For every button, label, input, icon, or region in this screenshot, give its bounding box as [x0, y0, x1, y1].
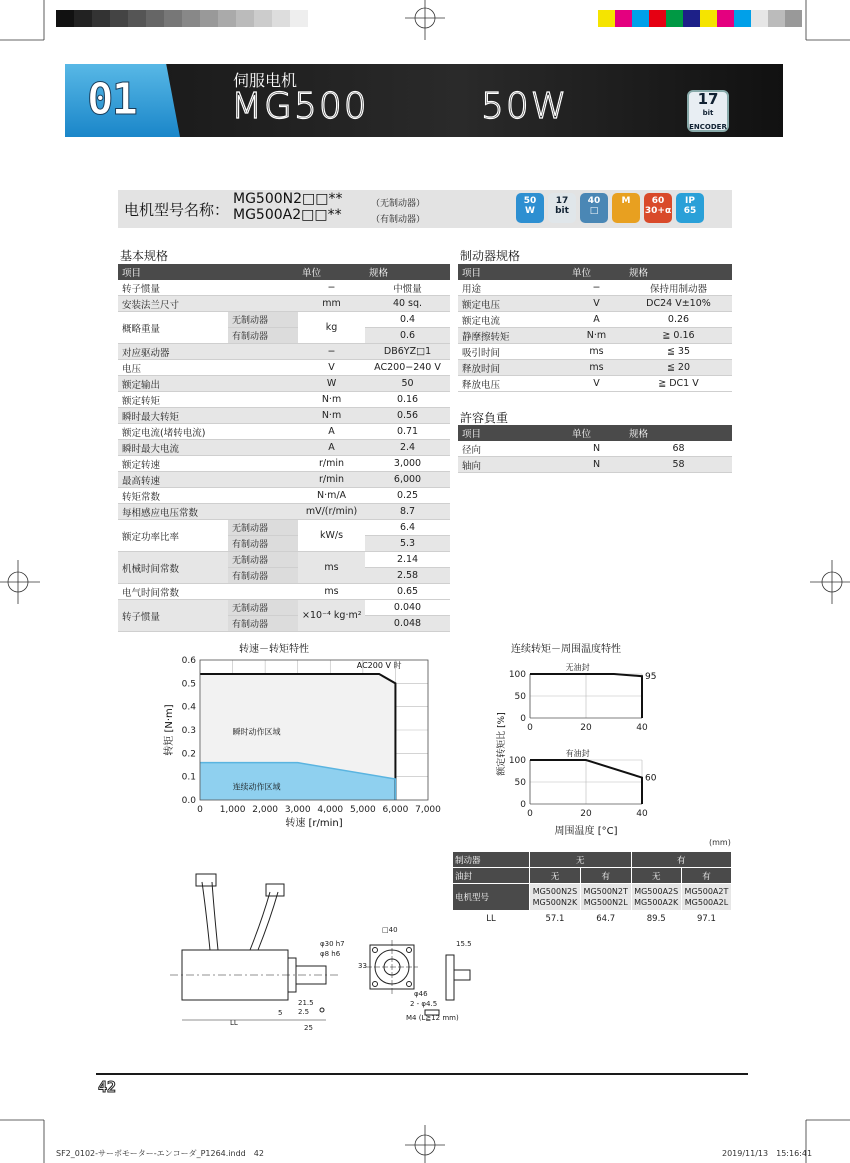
row-unit: N·m	[298, 408, 365, 424]
table-row	[118, 376, 450, 392]
annotation: 瞬时动作区域	[232, 727, 281, 737]
model-label: 电机型号	[453, 884, 530, 911]
panel-subtitle: 有油封	[565, 749, 590, 758]
page-number: 42	[98, 1078, 117, 1096]
table-row	[458, 296, 732, 312]
row-unit: N·m/A	[298, 488, 365, 504]
row-unit: mV/(r/min)	[298, 504, 365, 520]
row-unit: r/min	[298, 472, 365, 488]
x-tick-label: 4,000	[317, 805, 344, 815]
row-item: 释放电压	[458, 376, 568, 392]
row-unit: A	[298, 440, 365, 456]
table-row	[458, 344, 732, 360]
x-tick-label: 1,000	[219, 805, 246, 815]
table-row	[118, 472, 450, 488]
row-value: DB6YZ□1	[365, 344, 450, 360]
row-value: ≧ 0.16	[625, 328, 732, 344]
x-tick-label: 0	[527, 723, 533, 733]
badge-top: M	[621, 196, 631, 206]
row-item: 瞬时最大电流	[118, 440, 298, 456]
table-row	[118, 488, 450, 504]
badge-top: 50	[523, 196, 537, 206]
row-item: 转矩常数	[118, 488, 298, 504]
row-item: 转子惯量	[118, 600, 228, 632]
annotation: AC200 V 时	[356, 661, 402, 670]
row-value: 8.7	[365, 504, 450, 520]
col-unit: 单位	[568, 425, 625, 441]
annotation: 60	[645, 773, 657, 784]
row-item: 额定转矩	[118, 392, 298, 408]
y-tick-label: 100	[508, 670, 526, 680]
feature-badge-icon	[612, 193, 640, 223]
ll-cell: 57.1	[530, 911, 581, 927]
row-value: 2.58	[365, 568, 450, 584]
badge-top: 17	[555, 196, 569, 206]
model-name-label: 电机型号名称：	[124, 201, 230, 219]
row-item: 额定电压	[458, 296, 568, 312]
row-item: 额定电流(堵转电流)	[118, 424, 298, 440]
ll-cell: 97.1	[681, 911, 731, 927]
badge-top: IP	[685, 196, 695, 206]
row-unit: kW/s	[298, 520, 365, 552]
brake-with: 有	[631, 852, 731, 868]
y-tick-label: 0.0	[181, 796, 196, 806]
encoder-unit: bit	[702, 109, 714, 117]
chart-title: 转速－转矩特性	[239, 644, 309, 655]
x-tick-label: 40	[636, 723, 648, 733]
row-sub: 无制动器	[228, 600, 298, 616]
table-row	[118, 360, 450, 376]
table-row	[118, 344, 450, 360]
badge-top: 40	[587, 196, 601, 206]
table-row	[118, 600, 450, 616]
badge-top: 60	[651, 196, 665, 206]
model-variant-1: MG500N2□□**	[233, 191, 343, 207]
table-row	[118, 424, 450, 440]
table-row	[458, 441, 732, 457]
table-row	[118, 440, 450, 456]
feature-badge-icon	[644, 193, 672, 223]
row-unit: V	[568, 296, 625, 312]
row-unit: W	[298, 376, 365, 392]
feature-badge-icon	[516, 193, 544, 223]
row-unit: −	[568, 280, 625, 296]
y-tick-label: 100	[508, 756, 526, 766]
seal-cell: 有	[681, 868, 731, 884]
row-item: 概略重量	[118, 312, 228, 344]
table-row	[118, 552, 450, 568]
dim-21-5: 21.5	[298, 999, 314, 1007]
model-variant-2-note: （有制动器）	[371, 215, 426, 225]
product-category: 伺服电机	[233, 71, 298, 90]
row-sub: 有制动器	[228, 568, 298, 584]
unit-note: (mm)	[709, 838, 731, 847]
basic-specs-table	[118, 264, 450, 632]
row-sub: 有制动器	[228, 536, 298, 552]
x-tick-label: 20	[580, 723, 592, 733]
row-sub: 无制动器	[228, 312, 298, 328]
row-unit: ×10⁻⁴ kg·m²	[298, 600, 365, 632]
x-tick-label: 5,000	[349, 805, 376, 815]
y-tick-label: 50	[514, 778, 526, 788]
table-row	[458, 312, 732, 328]
row-unit: A	[298, 424, 365, 440]
dim-40-sq: □40	[382, 926, 398, 934]
encoder-badge-icon	[687, 90, 729, 132]
brake-label: 制动器	[453, 852, 530, 868]
footer-date: 2019/11/13 15:16:41	[722, 1149, 813, 1158]
dim-33: 33	[358, 962, 367, 970]
row-sub: 无制动器	[228, 520, 298, 536]
row-value: 0.26	[625, 312, 732, 328]
row-unit: V	[568, 376, 625, 392]
row-value: 0.16	[365, 392, 450, 408]
dim-ll: LL	[230, 1019, 238, 1027]
model-variant-1-note: （无制动器）	[371, 199, 426, 209]
badge-bottom: W	[525, 206, 535, 216]
x-tick-label: 20	[580, 809, 592, 819]
row-unit: mm	[298, 296, 365, 312]
dim-shaft-dia: φ8 h6	[320, 950, 341, 958]
row-item: 额定电流	[458, 312, 568, 328]
row-unit: kg	[298, 312, 365, 344]
row-value: 0.56	[365, 408, 450, 424]
table-row	[458, 360, 732, 376]
col-spec: 规格	[365, 264, 450, 280]
row-value: 0.048	[365, 616, 450, 632]
row-item: 瞬时最大转矩	[118, 408, 298, 424]
seal-cell: 有	[580, 868, 631, 884]
row-unit: N·m	[568, 328, 625, 344]
x-tick-label: 0	[527, 809, 533, 819]
y-tick-label: 0.1	[181, 772, 196, 783]
badge-bottom: 30+α	[644, 206, 672, 216]
annotation: 连续动作区域	[232, 782, 281, 792]
dim-5: 5	[278, 1009, 283, 1017]
y-tick-label: 0	[520, 714, 526, 724]
dim-25: 25	[304, 1024, 313, 1032]
seal-cell: 无	[530, 868, 581, 884]
row-sub: 有制动器	[228, 616, 298, 632]
col-spec: 规格	[625, 264, 732, 280]
row-item: 额定输出	[118, 376, 298, 392]
row-value: 6.4	[365, 520, 450, 536]
row-value: 6,000	[365, 472, 450, 488]
badge-bottom: □	[589, 206, 599, 216]
model-cell: MG500N2S MG500N2K	[530, 884, 581, 911]
feature-badge-icon	[580, 193, 608, 223]
row-value: 50	[365, 376, 450, 392]
dim-15-5: 15.5	[456, 940, 472, 948]
table-row	[118, 280, 450, 296]
temperature-torque-chart	[490, 640, 670, 840]
col-unit: 单位	[298, 264, 365, 280]
col-item: 项目	[458, 425, 568, 441]
row-value: 0.65	[365, 584, 450, 600]
table-row	[458, 328, 732, 344]
row-item: 额定功率比率	[118, 520, 228, 552]
ll-label: LL	[453, 911, 530, 927]
seal-label: 油封	[453, 868, 530, 884]
table-row	[458, 376, 732, 392]
row-item: 径向	[458, 441, 568, 457]
col-unit: 单位	[568, 264, 625, 280]
product-power: 50W	[481, 86, 569, 127]
row-value: ≦ 20	[625, 360, 732, 376]
y-tick-label: 0.3	[181, 726, 196, 736]
speed-torque-chart	[150, 640, 450, 840]
table-row	[118, 584, 450, 600]
table-row	[118, 392, 450, 408]
chart-title: 连续转矩－周围温度特性	[511, 644, 621, 655]
annotation: 95	[645, 672, 657, 683]
y-tick-label: 0.4	[181, 702, 196, 713]
table-row	[118, 520, 450, 536]
encoder-label: ENCODER	[689, 123, 727, 131]
model-variant-2: MG500A2□□**	[233, 207, 342, 223]
row-unit: ms	[568, 344, 625, 360]
row-item: 额定转速	[118, 456, 298, 472]
encoder-bits: 17	[697, 90, 719, 108]
row-value: DC24 V±10%	[625, 296, 732, 312]
model-name-bar	[118, 190, 732, 228]
model-cell: MG500A2S MG500A2K	[631, 884, 681, 911]
row-item: 静摩擦转矩	[458, 328, 568, 344]
x-tick-label: 6,000	[382, 805, 409, 815]
table-row	[118, 312, 450, 328]
panel-subtitle: 无油封	[565, 663, 590, 672]
row-value: 2.14	[365, 552, 450, 568]
row-unit: ms	[298, 552, 365, 584]
y-tick-label: 50	[514, 692, 526, 702]
brake-specs-table	[458, 264, 732, 392]
row-value: 5.3	[365, 536, 450, 552]
basic-specs-title: 基本规格	[120, 249, 169, 263]
badge-bottom: bit	[555, 206, 569, 216]
x-tick-label: 3,000	[284, 805, 311, 815]
row-value: 中惯量	[365, 280, 450, 296]
row-unit: ms	[568, 360, 625, 376]
row-value: 保持用制动器	[625, 280, 732, 296]
row-unit: ms	[298, 584, 365, 600]
row-item: 吸引时间	[458, 344, 568, 360]
dim-2-5: 2.5	[298, 1008, 310, 1016]
row-unit: r/min	[298, 456, 365, 472]
row-unit: −	[298, 280, 365, 296]
row-unit: N·m	[298, 392, 365, 408]
y-tick-label: 0	[520, 800, 526, 810]
row-unit: N	[568, 441, 625, 457]
x-tick-label: 40	[636, 809, 648, 819]
model-cell: MG500A2T MG500A2L	[681, 884, 731, 911]
row-value: 68	[625, 441, 732, 457]
table-row	[118, 504, 450, 520]
row-sub: 有制动器	[228, 328, 298, 344]
table-row	[118, 456, 450, 472]
row-unit: A	[568, 312, 625, 328]
x-tick-label: 7,000	[415, 805, 441, 815]
feature-badge-icon	[548, 193, 576, 223]
y-tick-label: 0.6	[181, 656, 196, 666]
feature-badges	[516, 193, 704, 223]
brake-specs-title: 制动器规格	[460, 249, 521, 263]
ll-cell: 64.7	[580, 911, 631, 927]
row-value: 0.6	[365, 328, 450, 344]
table-row	[458, 457, 732, 473]
dimension-drawing	[170, 860, 470, 1030]
row-unit: −	[298, 344, 365, 360]
product-model: MG500	[231, 86, 369, 127]
ll-cell: 89.5	[631, 911, 681, 927]
row-sub: 无制动器	[228, 552, 298, 568]
row-item: 对应驱动器	[118, 344, 298, 360]
model-cell: MG500N2T MG500N2L	[580, 884, 631, 911]
row-item: 电压	[118, 360, 298, 376]
row-value: 0.71	[365, 424, 450, 440]
col-spec: 规格	[625, 425, 732, 441]
row-value: 58	[625, 457, 732, 473]
row-item: 用途	[458, 280, 568, 296]
row-value: 0.25	[365, 488, 450, 504]
row-unit: V	[298, 360, 365, 376]
row-item: 轴向	[458, 457, 568, 473]
row-value: ≦ 35	[625, 344, 732, 360]
footer-file: SF2_0102-サーボモーター-エンコーダ_P1264.indd 42	[56, 1149, 264, 1158]
row-value: 40 sq.	[365, 296, 450, 312]
table-row	[458, 280, 732, 296]
dim-screw: M4 (L≧12 mm)	[406, 1014, 459, 1022]
y-axis-label: 转矩 [N·m]	[164, 704, 175, 756]
row-item: 每相感应电压常数	[118, 504, 298, 520]
row-item: 转子惯量	[118, 280, 298, 296]
row-value: 2.4	[365, 440, 450, 456]
x-axis-label: 周围温度 [°C]	[554, 826, 618, 837]
row-value: ≧ DC1 V	[625, 376, 732, 392]
row-value: AC200−240 V	[365, 360, 450, 376]
dimension-table	[452, 851, 732, 927]
header-banner	[65, 64, 783, 137]
brake-none: 无	[530, 852, 632, 868]
row-unit: N	[568, 457, 625, 473]
row-value: 3,000	[365, 456, 450, 472]
y-tick-label: 0.2	[181, 749, 196, 760]
row-value: 0.4	[365, 312, 450, 328]
row-item: 释放时间	[458, 360, 568, 376]
load-specs-table	[458, 425, 732, 473]
table-row	[118, 408, 450, 424]
badge-bottom: 65	[683, 206, 697, 216]
row-value: 0.040	[365, 600, 450, 616]
section-number: 01	[87, 74, 136, 125]
seal-cell: 无	[631, 868, 681, 884]
y-tick-label: 0.5	[181, 679, 196, 690]
dim-46: φ46	[414, 990, 428, 998]
footer-rule	[96, 1073, 748, 1075]
y-axis-label: 额定转矩比 [%]	[497, 712, 507, 776]
col-item: 项目	[118, 264, 298, 280]
dim-holes: 2 - φ4.5	[410, 1000, 438, 1008]
row-item: 安装法兰尺寸	[118, 296, 298, 312]
feature-badge-icon	[676, 193, 704, 223]
row-item: 机械时间常数	[118, 552, 228, 584]
row-item: 最高转速	[118, 472, 298, 488]
x-axis-label: 转速 [r/min]	[285, 818, 343, 829]
x-tick-label: 2,000	[252, 805, 279, 815]
x-tick-label: 0	[197, 805, 203, 815]
dim-pilot-dia: φ30 h7	[320, 940, 345, 948]
row-item: 电气时间常数	[118, 584, 298, 600]
table-row	[118, 296, 450, 312]
col-item: 项目	[458, 264, 568, 280]
load-specs-title: 許容負重	[460, 411, 509, 425]
